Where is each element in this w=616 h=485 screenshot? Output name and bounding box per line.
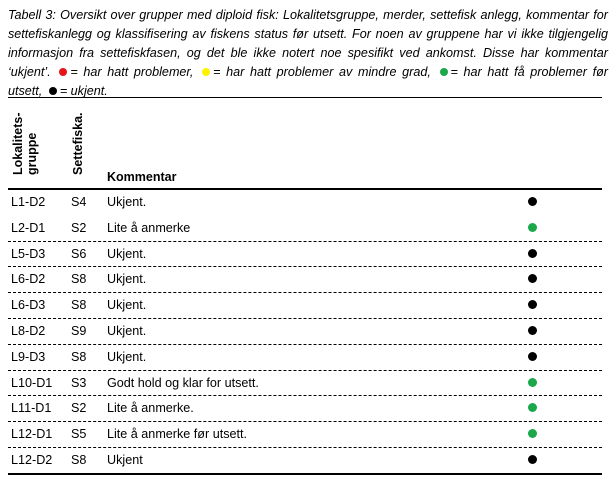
table-row [8,242,602,268]
header-settefisk: Settefiska. [71,112,85,175]
table-row [8,422,602,448]
red-dot-icon [59,68,67,76]
header-lokalitet-line1: Lokalitets- [11,112,25,175]
black-status-dot-icon [528,352,537,361]
table-row [8,190,602,216]
cell-settefisk: S2 [71,401,87,416]
green-dot-icon [440,68,448,76]
cell-settefisk: S8 [71,298,87,313]
black-status-dot-icon [528,197,537,206]
cell-lokalitet: L12-D1 [11,427,53,442]
table-row [8,448,602,474]
cell-kommentar: Ukjent. [107,298,147,313]
black-status-dot-icon [528,300,537,309]
green-status-dot-icon [528,378,537,387]
cell-lokalitet: L6-D3 [11,298,46,313]
black-status-dot-icon [528,274,537,283]
black-status-dot-icon [528,326,537,335]
cell-lokalitet: L2-D1 [11,220,46,235]
cell-lokalitet: L12-D2 [11,452,53,467]
cell-settefisk: S8 [71,349,87,364]
cell-kommentar: Lite å anmerke. [107,401,194,416]
table-row [8,293,602,319]
cell-settefisk: S2 [71,220,87,235]
table-row [8,371,602,397]
cell-kommentar: Ukjent. [107,323,147,338]
cell-lokalitet: L11-D1 [11,401,52,416]
cell-settefisk: S6 [71,246,87,261]
cell-kommentar: Godt hold og klar for utsett. [107,375,259,390]
caption-yellow-text: = har hatt problemer av mindre grad, [213,65,431,79]
black-status-dot-icon [528,249,537,258]
cell-kommentar: Ukjent. [107,246,147,261]
cell-kommentar: Lite å anmerke før utsett. [107,427,247,442]
caption-red-text: = har hatt problemer, [70,65,194,79]
caption-text: Tabell 3: Oversikt over grupper med diploid fisk: Lokalitetsgruppe, merder, settefisk anlegg, kommentar for settefiskanlegg og klassifisering av fiskens status før utsett. For noen av gruppene har vi ikke tilgjengelig informasjon fra settefiskfasen, og det ble ikke notert noe spesifikt ved ankomst. Disse har kommentar ‘ukjent’. [8,8,608,79]
header-lokalitetsgruppe [11,112,39,175]
table-row [8,216,602,242]
cell-settefisk: S8 [71,452,87,467]
cell-lokalitet: L8-D2 [11,323,46,338]
cell-settefisk: S5 [71,427,87,442]
cell-lokalitet: L1-D2 [11,195,46,209]
table-caption [8,6,608,101]
caption-green-text: = har hatt få problemer før utsett, [8,65,609,98]
table-row [8,396,602,422]
black-status-dot-icon [528,455,537,464]
table-row [8,345,602,371]
green-status-dot-icon [528,403,537,412]
cell-kommentar: Lite å anmerke [107,220,191,235]
cell-kommentar: Ukjent [107,452,143,467]
header-lokalitet-line2: gruppe [25,132,39,175]
table-body [8,190,602,474]
cell-lokalitet: L6-D2 [11,272,46,287]
table-bottom-rule [8,473,602,475]
table-row [8,319,602,345]
cell-kommentar: Ukjent. [107,349,147,364]
table-top-rule [8,97,602,98]
yellow-dot-icon [202,68,210,76]
header-kommentar: Kommentar [107,170,177,184]
cell-lokalitet: L10-D1 [11,375,53,390]
cell-settefisk: S3 [71,375,87,390]
black-dot-icon [49,87,57,95]
caption-black-text: = ukjent. [59,84,108,98]
cell-lokalitet: L9-D3 [11,349,46,364]
table-row [8,267,602,293]
cell-settefisk: S4 [71,195,87,209]
cell-kommentar: Ukjent. [107,195,147,209]
cell-settefisk: S9 [71,323,87,338]
cell-settefisk: S8 [71,272,87,287]
green-status-dot-icon [528,429,537,438]
cell-lokalitet: L5-D3 [11,246,46,261]
green-status-dot-icon [528,223,537,232]
cell-kommentar: Ukjent. [107,272,147,287]
